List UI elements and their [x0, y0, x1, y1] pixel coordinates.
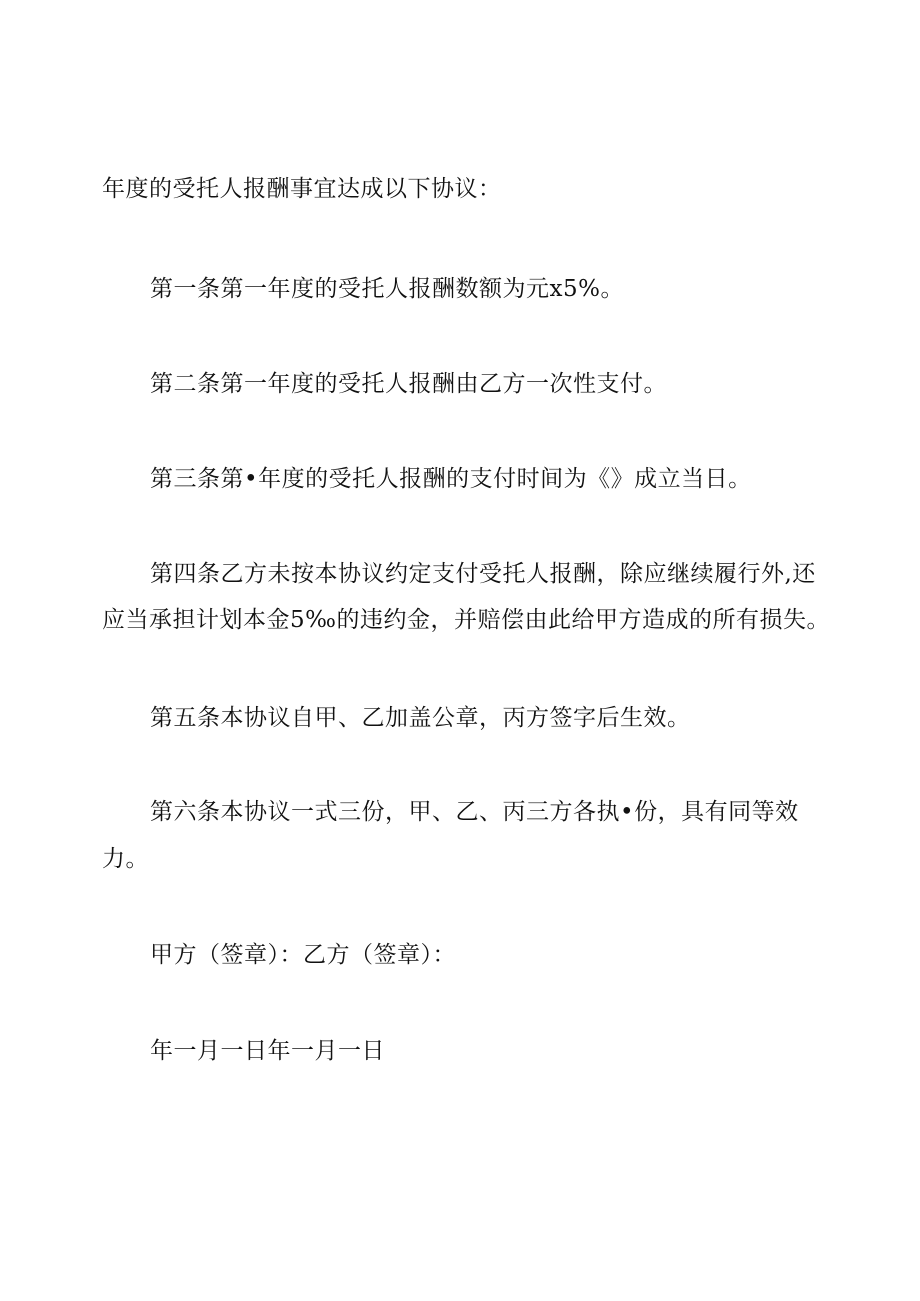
article-6-line-1: 第六条本协议一式三份，甲、乙、丙三方各执•份，具有同等效 [150, 799, 799, 825]
article-6-line-2: 力。 [102, 846, 149, 872]
article-1: 第一条第一年度的受托人报酬数额为元x5%。 [150, 276, 624, 302]
article-3: 第三条第•年度的受托人报酬的支付时间为《》成立当日。 [150, 466, 752, 492]
article-4-line-1: 第四条乙方未按本协议约定支付受托人报酬，除应继续履行外,还 [150, 561, 816, 587]
intro-paragraph: 年度的受托人报酬事宜达成以下协议： [102, 176, 502, 202]
article-5: 第五条本协议自甲、乙加盖公章，丙方签字后生效。 [150, 705, 691, 731]
date-line: 年一月一日年一月一日 [150, 1038, 385, 1064]
article-4-line-2: 应当承担计划本金5‰的违约金，并赔偿由此给甲方造成的所有损失。 [102, 607, 830, 633]
article-2: 第二条第一年度的受托人报酬由乙方一次性支付。 [150, 371, 667, 397]
signature-line: 甲方（签章）：乙方（签章）： [150, 942, 456, 968]
